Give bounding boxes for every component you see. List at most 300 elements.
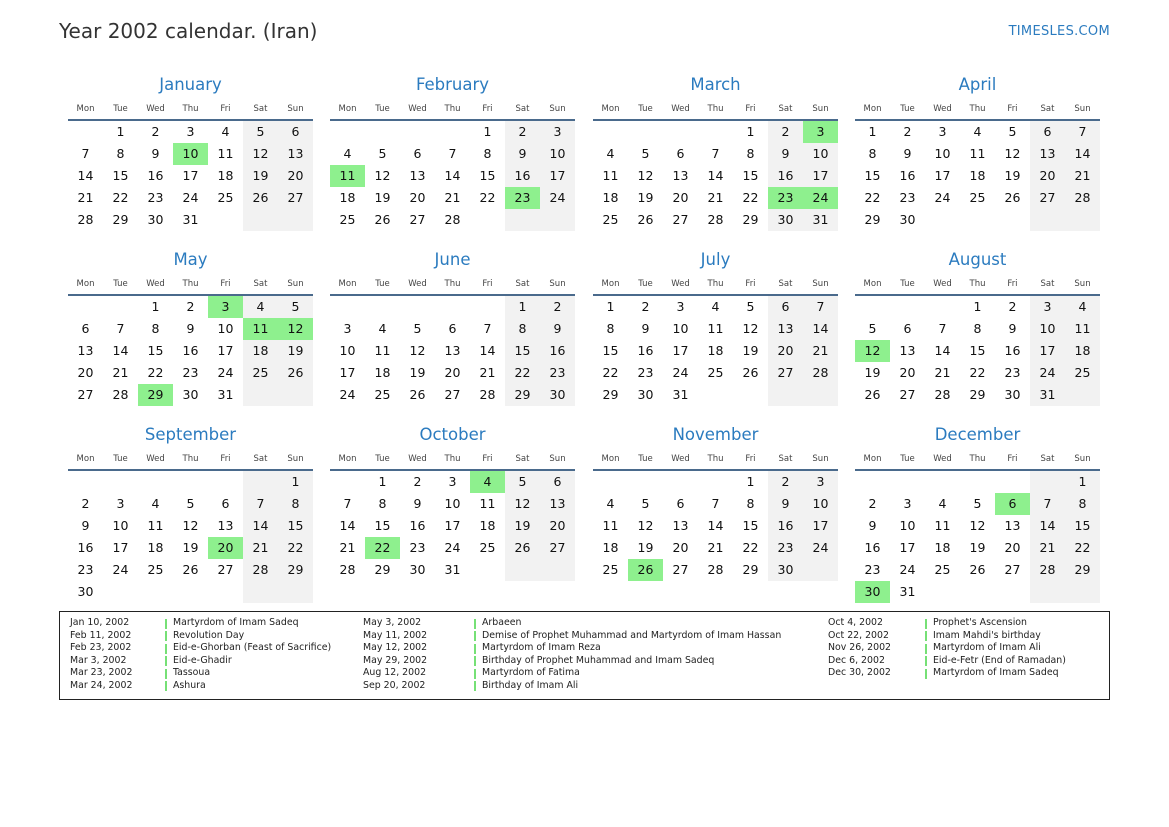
day-cell: 7	[938, 321, 947, 336]
weekday-label: Tue	[900, 279, 915, 289]
day-cell: 2	[781, 124, 790, 139]
holiday-name: Arbaeen	[482, 617, 522, 628]
holiday-day-cell: 6	[995, 493, 1030, 515]
day-cell: 11	[707, 321, 724, 336]
day-cell: 4	[938, 496, 947, 511]
weekday-label: Thu	[182, 279, 199, 289]
month-december	[855, 423, 1100, 599]
month-october	[330, 423, 575, 593]
weekday-label: Sat	[1040, 104, 1055, 114]
holiday-day-cell: 12	[278, 318, 313, 340]
day-cell: 12	[637, 518, 654, 533]
day-cell: 9	[903, 146, 912, 161]
day-cell: 3	[816, 474, 825, 489]
holiday-date: Dec 30, 2002	[828, 667, 891, 679]
month-may	[68, 248, 313, 418]
day-cell: 18	[252, 343, 269, 358]
weekday-label: Tue	[638, 104, 653, 114]
day-cell: 28	[444, 212, 461, 227]
day-cell: 1	[868, 124, 877, 139]
day-cell: 5	[1008, 124, 1017, 139]
month-august	[855, 248, 1100, 418]
weekday-label: Thu	[969, 104, 986, 114]
day-cell: 13	[672, 168, 689, 183]
day-cell: 1	[291, 474, 300, 489]
weekday-label: Fri	[1007, 279, 1018, 289]
day-cell: 2	[518, 124, 527, 139]
day-cell: 22	[112, 190, 129, 205]
day-cell: 5	[291, 299, 300, 314]
day-cell: 28	[112, 387, 129, 402]
weekday-label: Wed	[933, 454, 952, 464]
day-cell: 8	[483, 146, 492, 161]
day-cell: 5	[186, 496, 195, 511]
day-cell: 16	[147, 168, 164, 183]
day-cell: 22	[864, 190, 881, 205]
weekday-header	[68, 104, 313, 117]
day-cell: 7	[1043, 496, 1052, 511]
day-cell: 10	[672, 321, 689, 336]
day-cell: 26	[969, 562, 986, 577]
day-cell: 26	[409, 387, 426, 402]
day-cell: 24	[934, 190, 951, 205]
day-cell: 31	[217, 387, 234, 402]
holiday-name: Martyrdom of Imam Ali	[933, 642, 1041, 654]
day-cell: 20	[444, 365, 461, 380]
day-cell: 28	[479, 387, 496, 402]
month-title: February	[415, 75, 490, 94]
day-cell: 7	[81, 146, 90, 161]
day-cell: 16	[777, 518, 794, 533]
day-cell: 4	[256, 299, 265, 314]
weekday-header	[330, 104, 575, 117]
day-cell: 10	[812, 146, 829, 161]
day-cell: 4	[606, 496, 615, 511]
day-cell: 15	[287, 518, 304, 533]
weekday-label: Mon	[338, 454, 357, 464]
day-cell: 21	[812, 343, 829, 358]
holiday-day-cell: 12	[855, 340, 890, 362]
day-cell: 20	[672, 190, 689, 205]
month-title: March	[690, 75, 741, 94]
weekday-header	[68, 454, 313, 467]
day-cell: 21	[1039, 540, 1056, 555]
day-cell: 2	[781, 474, 790, 489]
day-cell: 1	[151, 299, 160, 314]
day-cell: 25	[217, 190, 234, 205]
day-cell: 9	[151, 146, 160, 161]
day-cell: 15	[742, 518, 759, 533]
weekday-label: Tue	[375, 104, 390, 114]
day-cell: 6	[413, 146, 422, 161]
weekday-label: Sun	[287, 104, 304, 114]
day-cell: 17	[444, 518, 461, 533]
day-cell: 4	[221, 124, 230, 139]
day-cell: 1	[606, 299, 615, 314]
day-cell: 1	[973, 299, 982, 314]
day-cell: 6	[553, 474, 562, 489]
holiday-date: May 3, 2002	[363, 617, 422, 628]
day-cell: 7	[116, 321, 125, 336]
day-cell: 11	[602, 168, 619, 183]
weekday-label: Wed	[671, 279, 690, 289]
weekday-label: Fri	[745, 454, 756, 464]
holiday-date: Jan 10, 2002	[70, 617, 130, 628]
day-cell: 24	[672, 365, 689, 380]
day-cell: 11	[934, 518, 951, 533]
month-title: July	[700, 250, 731, 269]
day-cell: 8	[746, 146, 755, 161]
holiday-name: Tassoua	[173, 667, 211, 679]
day-cell: 13	[899, 343, 916, 358]
day-cell: 21	[112, 365, 129, 380]
weekday-label: Sat	[515, 104, 530, 114]
day-cell: 7	[343, 496, 352, 511]
holiday-date: Mar 24, 2002	[70, 679, 133, 691]
day-cell: 14	[444, 168, 461, 183]
day-cell: 16	[77, 540, 94, 555]
holiday-date: Oct 4, 2002	[828, 617, 883, 628]
day-cell: 28	[252, 562, 269, 577]
holiday-name: Revolution Day	[173, 629, 245, 641]
day-cell: 26	[252, 190, 269, 205]
weekday-label: Mon	[76, 104, 95, 114]
day-cell: 23	[637, 365, 654, 380]
day-cell: 21	[934, 365, 951, 380]
weekday-label: Sat	[778, 104, 793, 114]
weekday-label: Fri	[1007, 104, 1018, 114]
day-cell: 25	[1074, 365, 1091, 380]
day-cell: 3	[553, 124, 562, 139]
holiday-day-cell: 4	[470, 471, 505, 493]
day-cell: 28	[707, 212, 724, 227]
weekday-label: Tue	[375, 279, 390, 289]
month-june	[330, 248, 575, 418]
weekday-label: Sat	[515, 454, 530, 464]
day-cell: 10	[339, 343, 356, 358]
day-cell: 21	[77, 190, 94, 205]
day-cell: 30	[637, 387, 654, 402]
day-cell: 16	[409, 518, 426, 533]
brand-link[interactable]: TIMESLES.COM	[1008, 24, 1110, 39]
holiday-marker	[474, 681, 476, 691]
day-cell: 14	[77, 168, 94, 183]
holiday-date: May 29, 2002	[363, 654, 428, 666]
day-cell: 21	[707, 190, 724, 205]
weekday-label: Wed	[146, 279, 165, 289]
day-cell: 5	[868, 321, 877, 336]
day-cell: 14	[479, 343, 496, 358]
weekday-label: Wed	[408, 454, 427, 464]
holiday-date: Nov 26, 2002	[828, 642, 892, 654]
day-cell: 4	[973, 124, 982, 139]
day-cell: 4	[1078, 299, 1087, 314]
weekday-label: Thu	[707, 104, 724, 114]
day-cell: 3	[903, 496, 912, 511]
day-cell: 15	[112, 168, 129, 183]
weekday-label: Wed	[933, 104, 952, 114]
weekday-label: Mon	[863, 279, 882, 289]
weekday-label: Mon	[338, 104, 357, 114]
day-cell: 12	[374, 168, 391, 183]
day-cell: 21	[444, 190, 461, 205]
day-cell: 27	[549, 540, 566, 555]
day-cell: 30	[549, 387, 566, 402]
day-cell: 21	[339, 540, 356, 555]
day-cell: 30	[409, 562, 426, 577]
holiday-name: Prophet's Ascension	[933, 617, 1027, 628]
day-cell: 8	[291, 496, 300, 511]
day-cell: 19	[252, 168, 269, 183]
day-cell: 27	[672, 212, 689, 227]
holiday-name: Demise of Prophet Muhammad and Martyrdom of Imam Hassan	[482, 629, 782, 641]
holiday-date: Dec 6, 2002	[828, 654, 885, 666]
month-july	[593, 248, 838, 418]
holiday-date: Feb 23, 2002	[70, 642, 132, 654]
day-cell: 30	[182, 387, 199, 402]
day-cell: 4	[606, 146, 615, 161]
day-cell: 19	[637, 540, 654, 555]
holiday-date: Oct 22, 2002	[828, 629, 889, 641]
month-title: April	[958, 75, 997, 94]
day-cell: 1	[746, 124, 755, 139]
day-cell: 29	[287, 562, 304, 577]
weekday-label: Wed	[671, 104, 690, 114]
day-cell: 25	[147, 562, 164, 577]
day-cell: 12	[409, 343, 426, 358]
day-cell: 22	[147, 365, 164, 380]
day-cell: 5	[641, 146, 650, 161]
day-cell: 18	[602, 190, 619, 205]
day-cell: 29	[864, 212, 881, 227]
day-cell: 28	[1074, 190, 1091, 205]
month-january	[68, 73, 313, 243]
day-cell: 8	[151, 321, 160, 336]
holiday-day-cell: 29	[138, 384, 173, 406]
day-cell: 8	[518, 321, 527, 336]
day-cell: 24	[1039, 365, 1056, 380]
weekday-label: Sun	[549, 279, 566, 289]
day-cell: 6	[903, 321, 912, 336]
weekday-label: Wed	[933, 279, 952, 289]
day-cell: 24	[812, 540, 829, 555]
day-cell: 16	[549, 343, 566, 358]
day-cell: 19	[637, 190, 654, 205]
holiday-row	[60, 667, 1100, 680]
day-cell: 17	[217, 343, 234, 358]
weekday-label: Wed	[146, 454, 165, 464]
day-cell: 14	[934, 343, 951, 358]
month-title: October	[419, 425, 486, 444]
day-cell: 25	[339, 212, 356, 227]
day-cell: 23	[864, 562, 881, 577]
day-cell: 23	[77, 562, 94, 577]
day-cell: 12	[742, 321, 759, 336]
weekday-label: Sun	[1074, 279, 1091, 289]
day-cell: 17	[934, 168, 951, 183]
day-cell: 18	[374, 365, 391, 380]
weekday-label: Mon	[76, 279, 95, 289]
month-title: June	[434, 250, 471, 269]
weekday-label: Thu	[444, 279, 461, 289]
weekday-label: Tue	[900, 104, 915, 114]
holiday-name: Martyrdom of Fatima	[482, 667, 580, 679]
day-cell: 26	[742, 365, 759, 380]
day-cell: 22	[969, 365, 986, 380]
day-cell: 6	[676, 496, 685, 511]
holiday-day-cell: 3	[208, 296, 243, 318]
day-cell: 25	[934, 562, 951, 577]
weekday-label: Fri	[745, 279, 756, 289]
holiday-name: Ashura	[173, 679, 206, 691]
holiday-name: Birthday of Prophet Muhammad and Imam Sadeq	[482, 654, 715, 666]
day-cell: 23	[899, 190, 916, 205]
day-cell: 17	[182, 168, 199, 183]
day-cell: 21	[1074, 168, 1091, 183]
weekday-label: Mon	[863, 454, 882, 464]
day-cell: 20	[549, 518, 566, 533]
day-cell: 10	[899, 518, 916, 533]
day-cell: 22	[1074, 540, 1091, 555]
day-cell: 30	[1004, 387, 1021, 402]
day-cell: 16	[514, 168, 531, 183]
day-cell: 3	[343, 321, 352, 336]
weekday-label: Tue	[375, 454, 390, 464]
holiday-date: Feb 11, 2002	[70, 629, 132, 641]
day-cell: 17	[1039, 343, 1056, 358]
day-cell: 26	[864, 387, 881, 402]
day-cell: 7	[483, 321, 492, 336]
weekday-label: Fri	[1007, 454, 1018, 464]
weekday-label: Thu	[969, 454, 986, 464]
day-cell: 28	[339, 562, 356, 577]
day-cell: 10	[112, 518, 129, 533]
holiday-row	[60, 630, 1100, 643]
page-title: Year 2002 calendar. (Iran)	[59, 19, 318, 43]
day-cell: 13	[444, 343, 461, 358]
day-cell: 22	[742, 540, 759, 555]
day-cell: 26	[637, 212, 654, 227]
day-cell: 26	[182, 562, 199, 577]
day-cell: 9	[186, 321, 195, 336]
day-cell: 27	[409, 212, 426, 227]
day-cell: 26	[514, 540, 531, 555]
weekday-header	[593, 279, 838, 292]
day-cell: 6	[781, 299, 790, 314]
day-cell: 8	[116, 146, 125, 161]
weekday-label: Tue	[900, 454, 915, 464]
day-cell: 11	[479, 496, 496, 511]
day-cell: 23	[549, 365, 566, 380]
day-cell: 3	[938, 124, 947, 139]
weekday-label: Fri	[220, 279, 231, 289]
day-cell: 27	[899, 387, 916, 402]
day-cell: 1	[518, 299, 527, 314]
day-cell: 10	[217, 321, 234, 336]
day-cell: 22	[479, 190, 496, 205]
day-cell: 7	[256, 496, 265, 511]
day-cell: 7	[711, 146, 720, 161]
day-cell: 13	[777, 321, 794, 336]
day-cell: 30	[777, 562, 794, 577]
day-cell: 1	[746, 474, 755, 489]
weekday-label: Thu	[707, 454, 724, 464]
month-title: May	[173, 250, 208, 269]
day-cell: 15	[602, 343, 619, 358]
weekday-label: Thu	[182, 454, 199, 464]
day-cell: 29	[1074, 562, 1091, 577]
weekday-label: Fri	[482, 454, 493, 464]
day-cell: 30	[77, 584, 94, 599]
holiday-day-cell: 11	[330, 165, 365, 187]
day-cell: 29	[374, 562, 391, 577]
day-cell: 13	[409, 168, 426, 183]
day-cell: 22	[742, 190, 759, 205]
holiday-name: Eid-e-Ghorban (Feast of Sacrifice)	[173, 642, 332, 654]
day-cell: 18	[479, 518, 496, 533]
day-cell: 9	[413, 496, 422, 511]
day-cell: 14	[1039, 518, 1056, 533]
holiday-name: Martyrdom of Imam Sadeq	[933, 667, 1059, 679]
day-cell: 23	[147, 190, 164, 205]
day-cell: 10	[549, 146, 566, 161]
day-cell: 12	[252, 146, 269, 161]
month-november	[593, 423, 838, 593]
day-cell: 31	[812, 212, 829, 227]
day-cell: 24	[182, 190, 199, 205]
day-cell: 9	[553, 321, 562, 336]
weekday-label: Mon	[601, 279, 620, 289]
holiday-marker	[925, 656, 927, 666]
weekday-label: Thu	[969, 279, 986, 289]
day-cell: 24	[899, 562, 916, 577]
day-cell: 27	[217, 562, 234, 577]
holiday-date: Sep 20, 2002	[363, 679, 426, 691]
day-cell: 19	[287, 343, 304, 358]
weekday-label: Sat	[253, 279, 268, 289]
day-cell: 9	[518, 146, 527, 161]
day-cell: 17	[812, 168, 829, 183]
day-cell: 3	[186, 124, 195, 139]
day-cell: 31	[899, 584, 916, 599]
day-cell: 10	[934, 146, 951, 161]
day-cell: 16	[899, 168, 916, 183]
holiday-name: Birthday of Imam Ali	[482, 679, 579, 691]
day-cell: 17	[339, 365, 356, 380]
weekday-label: Fri	[482, 279, 493, 289]
month-march	[593, 73, 838, 243]
day-cell: 11	[1074, 321, 1091, 336]
day-cell: 14	[339, 518, 356, 533]
day-cell: 29	[742, 562, 759, 577]
day-cell: 10	[812, 496, 829, 511]
day-cell: 3	[116, 496, 125, 511]
day-cell: 30	[147, 212, 164, 227]
day-cell: 25	[479, 540, 496, 555]
weekday-label: Mon	[601, 104, 620, 114]
weekday-label: Sun	[549, 454, 566, 464]
day-cell: 8	[973, 321, 982, 336]
day-cell: 8	[606, 321, 615, 336]
day-cell: 14	[812, 321, 829, 336]
day-cell: 4	[378, 321, 387, 336]
holiday-name: Imam Mahdi's birthday	[933, 629, 1041, 641]
day-cell: 31	[1039, 387, 1056, 402]
day-cell: 16	[1004, 343, 1021, 358]
weekday-label: Wed	[671, 454, 690, 464]
day-cell: 14	[707, 518, 724, 533]
day-cell: 1	[1078, 474, 1087, 489]
